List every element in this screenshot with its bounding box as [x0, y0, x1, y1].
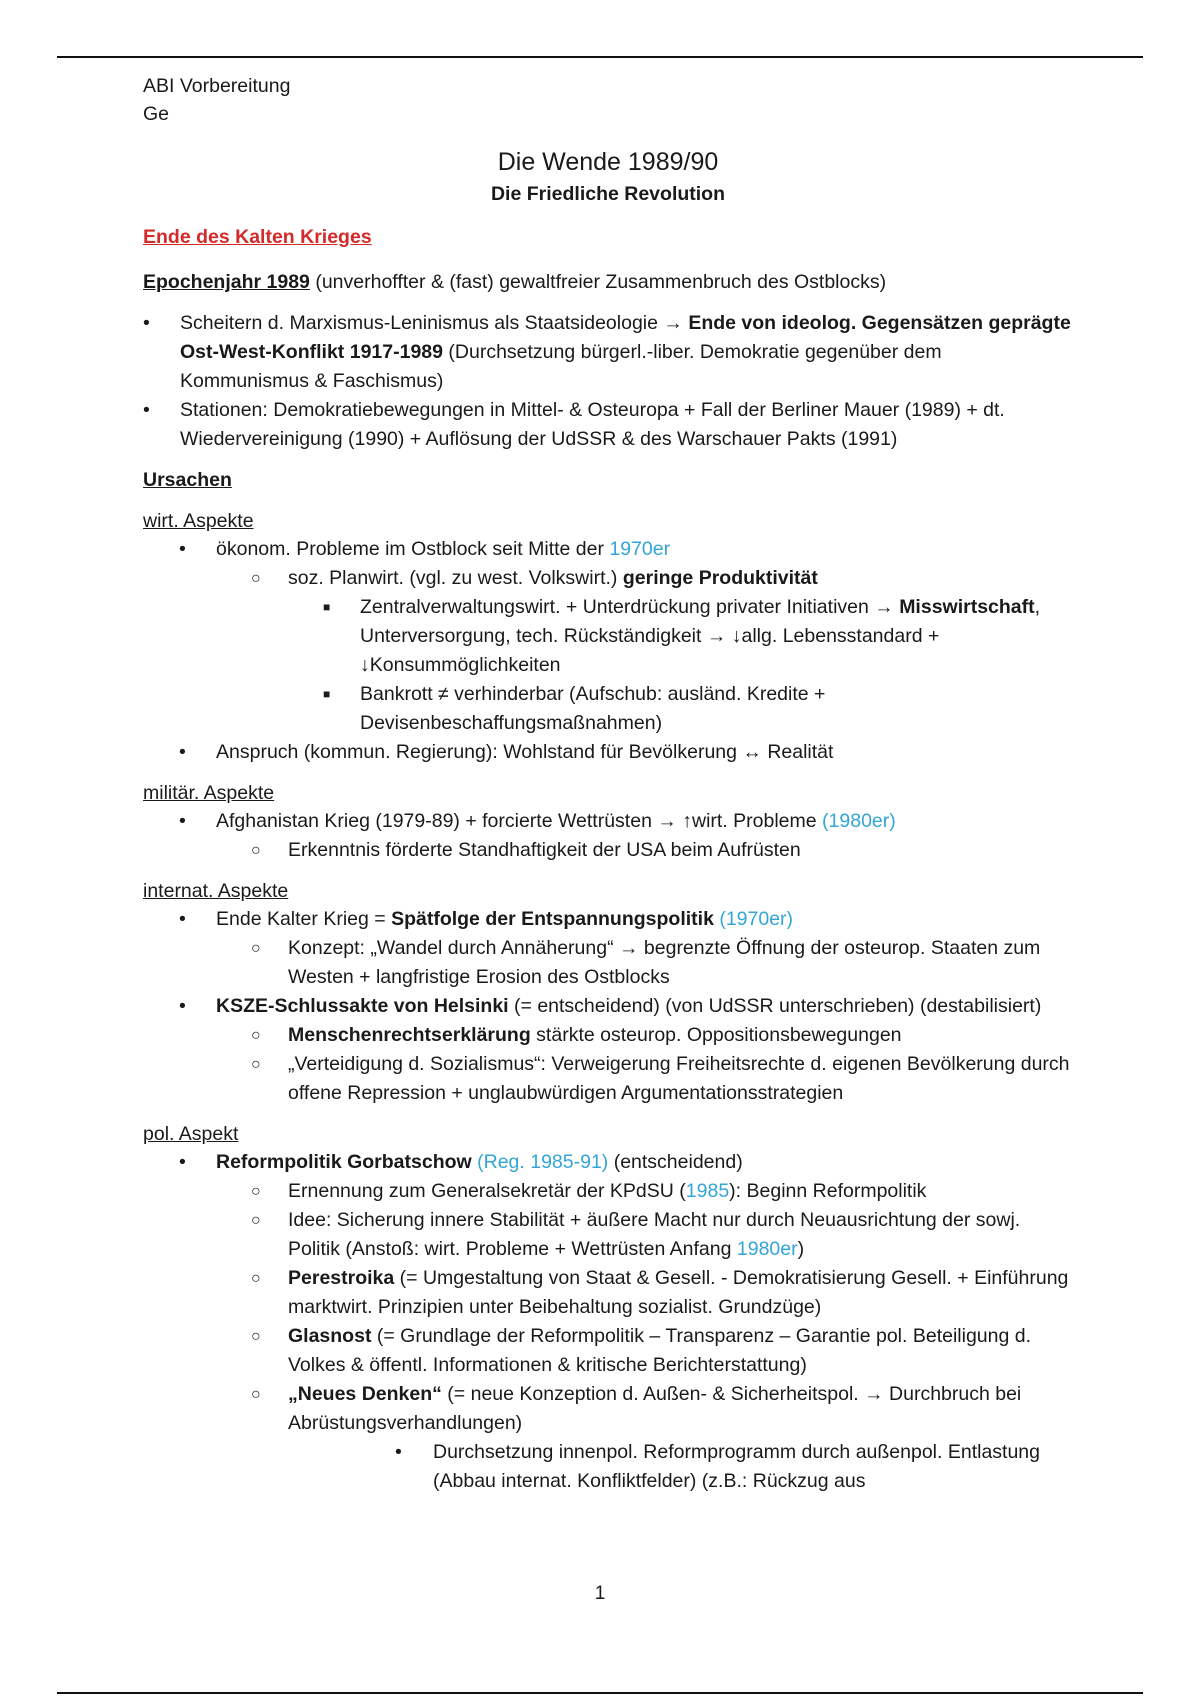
list-item: • Durchsetzung innenpol. Reformprogramm durch außenpol. Entlastung (Abbau internat. Konfliktfelder) (z.B.: Rückzug aus	[143, 1438, 1073, 1496]
epoch-label: Epochenjahr 1989	[143, 271, 310, 293]
list-item: ○ Erkenntnis förderte Standhaftigkeit der USA beim Aufrüsten	[143, 836, 1073, 865]
top-rule	[57, 56, 1143, 58]
list-item: • Ende Kalter Krieg = Spätfolge der Entspannungspolitik (1970er)	[143, 905, 1073, 934]
subheading-military: militär. Aspekte	[143, 782, 275, 804]
circle-bullet-icon: ○	[251, 1183, 261, 1200]
subheading-political: pol. Aspekt	[143, 1123, 239, 1145]
list-item: ○ „Neues Denken“ (= neue Konzeption d. Außen- & Sicherheitspol. → Durchbruch bei Abrüstungsverhandlungen)	[143, 1380, 1073, 1438]
bullet-icon: •	[179, 908, 186, 930]
bullet-icon: •	[143, 312, 150, 334]
list-item: ○ Idee: Sicherung innere Stabilität + äußere Macht nur durch Neuausrichtung der sowj. Politik (Anstoß: wirt. Probleme + Wettrüsten Anfang 1980er)	[143, 1206, 1073, 1264]
circle-bullet-icon: ○	[251, 570, 261, 587]
bullet-icon: •	[143, 399, 150, 421]
circle-bullet-icon: ○	[251, 1386, 261, 1403]
bullet-icon: •	[179, 741, 186, 763]
list-item: ○ Ernennung zum Generalsekretär der KPdSU (1985): Beginn Reformpolitik	[143, 1177, 1073, 1206]
section-heading-causes: Ursachen	[143, 469, 232, 491]
list-item: • Scheitern d. Marxismus-Leninismus als Staatsideologie → Ende von ideolog. Gegensätzen geprägte Ost-West-Konflikt 1917-1989 (Durchsetzung bürgerl.-liber. Demokratie gegenüber dem Kommunismus & Faschismus)	[143, 309, 1073, 396]
page-title: Die Wende 1989/90	[497, 148, 719, 176]
list-item: • KSZE-Schlussakte von Helsinki (= entscheidend) (von UdSSR unterschrieben) (destabilisiert)	[143, 992, 1073, 1021]
list-item: • Reformpolitik Gorbatschow (Reg. 1985-91) (entscheidend)	[143, 1148, 1073, 1177]
square-bullet-icon: ■	[323, 600, 331, 614]
list-item: • ökonom. Probleme im Ostblock seit Mitte der 1970er	[143, 535, 1073, 564]
list-item: ■ Zentralverwaltungswirt. + Unterdrückung privater Initiativen → Misswirtschaft, Unterversorgung, tech. Rückständigkeit → ↓allg. Lebensstandard + ↓Konsummöglichkeiten	[143, 593, 1073, 680]
square-bullet-icon: ■	[323, 687, 331, 701]
list-item: ○ Menschenrechtserklärung stärkte osteurop. Oppositionsbewegungen	[143, 1021, 1073, 1050]
bullet-icon: •	[395, 1441, 402, 1463]
list-item: ○ Glasnost (= Grundlage der Reformpolitik – Transparenz – Garantie pol. Beteiligung d. Volkes & öffentl. Informationen & kritische Berichterstattung)	[143, 1322, 1073, 1380]
list-item: ○ „Verteidigung d. Sozialismus“: Verweigerung Freiheitsrechte d. eigenen Bevölkerung durch offene Repression + unglaubwürdigen Argumentationsstrategien	[143, 1050, 1073, 1108]
list-item: ○ Konzept: „Wandel durch Annäherung“ → begrenzte Öffnung der osteurop. Staaten zum Westen + langfristige Erosion des Ostblocks	[143, 934, 1073, 992]
list-item: • Stationen: Demokratiebewegungen in Mittel- & Osteuropa + Fall der Berliner Mauer (1989) + dt. Wiedervereinigung (1990) + Auflösung der UdSSR & des Warschauer Pakts (1991)	[143, 396, 1073, 454]
circle-bullet-icon: ○	[251, 1056, 261, 1073]
epoch-line	[143, 268, 1073, 297]
list-item: ■ Bankrott ≠ verhinderbar (Aufschub: ausländ. Kredite + Devisenbeschaffungsmaßnahmen)	[143, 680, 1073, 738]
circle-bullet-icon: ○	[251, 1328, 261, 1345]
document-page	[143, 72, 1073, 1496]
circle-bullet-icon: ○	[251, 1270, 261, 1287]
header-course: ABI Vorbereitung	[143, 75, 291, 97]
epoch-text: (unverhoffter & (fast) gewaltfreier Zusammenbruch des Ostblocks)	[309, 271, 887, 293]
bullet-icon: •	[179, 995, 186, 1017]
epoch-bullets	[143, 309, 1073, 454]
circle-bullet-icon: ○	[251, 1027, 261, 1044]
circle-bullet-icon: ○	[251, 1212, 261, 1229]
bullet-icon: •	[179, 538, 186, 560]
list-item: ○ Perestroika (= Umgestaltung von Staat & Gesell. - Demokratisierung Gesell. + Einführung marktwirt. Prinzipien unter Beibehaltung sozialist. Grundzüge)	[143, 1264, 1073, 1322]
list-item: • Afghanistan Krieg (1979-89) + forcierte Wettrüsten → ↑wirt. Probleme (1980er)	[143, 807, 1073, 836]
subheading-economic: wirt. Aspekte	[143, 510, 254, 532]
page-subtitle: Die Friedliche Revolution	[490, 183, 726, 205]
circle-bullet-icon: ○	[251, 940, 261, 957]
subheading-international: internat. Aspekte	[143, 880, 289, 902]
section-heading-cold-war: Ende des Kalten Krieges	[143, 226, 372, 248]
circle-bullet-icon: ○	[251, 842, 261, 859]
header-subject: Ge	[143, 103, 170, 125]
bullet-icon: •	[179, 810, 186, 832]
list-item: • Anspruch (kommun. Regierung): Wohlstand für Bevölkerung ↔ Realität	[143, 738, 1073, 767]
list-item: ○ soz. Planwirt. (vgl. zu west. Volkswirt.) geringe Produktivität	[143, 564, 1073, 593]
bottom-rule	[57, 1692, 1143, 1694]
page-number: 1	[594, 1583, 606, 1604]
bullet-icon: •	[179, 1151, 186, 1173]
